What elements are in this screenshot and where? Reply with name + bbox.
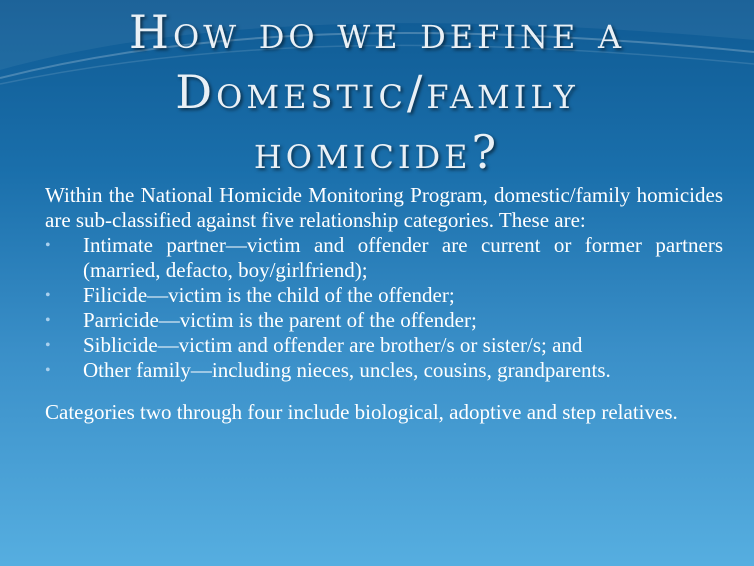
title-line-1: How do we define a (128, 5, 626, 59)
list-item-other-family (45, 358, 723, 383)
category-list (45, 233, 723, 383)
slide-title (0, 2, 754, 182)
list-item-text: Other family—including nieces, uncles, cousins, grandparents. (83, 358, 611, 382)
list-item-parricide (45, 308, 723, 333)
title-line-3: homicide? (253, 125, 501, 179)
title-line-2: Domestic/family (175, 65, 579, 119)
list-item-intimate-partner (45, 233, 723, 283)
list-item-text: Filicide—victim is the child of the offender; (83, 283, 455, 307)
bullet-icon: • (45, 312, 51, 329)
bullet-icon: • (45, 287, 51, 304)
intro-paragraph: Within the National Homicide Monitoring Program, domestic/family homicides are sub-classified against five relationship categories. These are: (45, 183, 723, 232)
outro-paragraph: Categories two through four include biological, adoptive and step relatives. (45, 400, 678, 424)
list-item-text: Intimate partner—victim and offender are current or former partners (married, defacto, boy/girlfriend); (83, 233, 723, 282)
bullet-icon: • (45, 362, 51, 379)
list-item-text: Parricide—victim is the parent of the offender; (83, 308, 477, 332)
list-item-siblicide (45, 333, 723, 358)
bullet-icon: • (45, 337, 51, 354)
list-item-text: Siblicide—victim and offender are brother/s or sister/s; and (83, 333, 583, 357)
bullet-icon: • (45, 237, 51, 254)
list-item-filicide (45, 283, 723, 308)
slide-body (45, 183, 723, 425)
